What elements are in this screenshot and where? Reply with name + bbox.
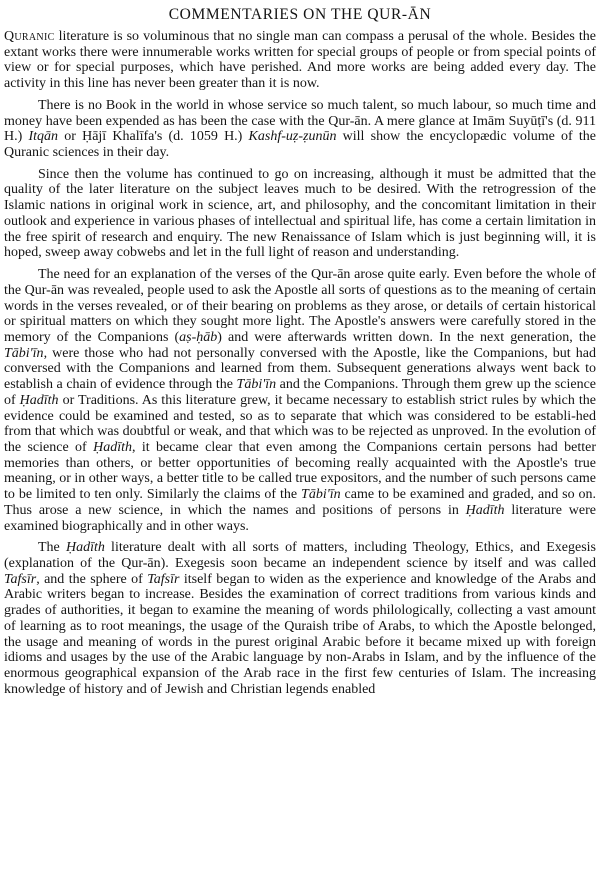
text-run: The — [38, 540, 66, 556]
italic-term: aṣ-ḥāb — [179, 329, 218, 345]
paragraph-1 — [4, 29, 596, 92]
italic-term: Tābi'īn — [236, 377, 277, 393]
text-run: literature is so voluminous that no single man can compass a perusal of the whole. Besides the extant works there were innumerable works written for special groups of people or from special points of view or for special purposes, which have perished. And more works are being added every day. The activity in this line has never been greater than it is now. — [4, 29, 596, 92]
paragraph-5 — [4, 540, 596, 697]
text-run: literature were examined biographically and in other ways. — [4, 502, 596, 534]
text-run: Since then the volume has continued to go on increasing, although it must be admitted that the quality of the later literature on the subject leaves much to be desired. With the retrogression of the Islamic nations in original work in science, art, and philosophy, and the concomitant limitation in their outlook and experience in various phases of intellectual and spiritual life, has come a certain limitation in the free spirit of research and enquiry. The new Renaissance of Islam which is just beginning will, it is hoped, sweep away cobwebs and let in the full light of reason and understanding. — [4, 166, 596, 261]
italic-term: Tafsīr — [4, 571, 37, 587]
text-run: The need for an explanation of the verses of the Qur-ān arose quite early. Even before the whole of the Qur-ān was revealed, people used to ask the Apostle all sorts of questions as to the meaning of certain words in the verses revealed, or of their bearing on problems as they arose, or details of certain historical or spiritual matters on which they sought more light. The Apostle's answers were carefully stored in the memory of the Companions ( — [4, 267, 596, 345]
paragraph-4 — [4, 267, 596, 534]
italic-term: Tābi'īn — [4, 345, 44, 361]
text-run: There is no Book in the world in whose service so much talent, so much labour, so much time and money have been expended as has been the case with the Qur-ān. A mere glance at Imām Suyūṭī's (d. 911 H.) — [4, 97, 596, 145]
text-run: or Ḥājī Khalīfa's (d. 1059 H.) — [58, 129, 249, 145]
page-title: COMMENTARIES ON THE QUR-ĀN — [168, 6, 432, 23]
italic-term: Tābi'īn — [301, 487, 341, 503]
body-text — [4, 29, 596, 697]
italic-term: Tafsīr — [147, 571, 180, 587]
italic-term: Itqān — [28, 129, 59, 145]
text-run: came to be examined and graded, and so on. Thus arose a new science, in which the names and positions of persons in — [4, 487, 597, 518]
text-run: or Traditions. As this literature grew, it became necessary to establish strict rules by which the evidence could be examined and tested, so as to separate that which was considered to be establi-hed from that which was doubtful or weak, and that which was to be rejected as unproved. In the evolution of the science of — [4, 392, 596, 455]
book-page — [4, 0, 596, 883]
text-run: , and the sphere of — [36, 571, 148, 587]
italic-term: Ḥadīth — [465, 502, 505, 518]
paragraph-3 — [4, 167, 596, 261]
italic-term: Kashf-uẓ-ẓunūn — [248, 129, 337, 145]
italic-term: Ḥadīth — [93, 439, 132, 455]
text-run: , it became clear that even among the Companions certain persons had better memories than others, or better opportunities of becoming really acquainted with the Apostle's true meaning, or in other ways, a better title to be called true expositors, and the number of such persons came to be limited to ten only. Similarly the claims of the — [4, 439, 596, 503]
text-run: and the Companions. Through them grew up the science of — [4, 377, 596, 408]
italic-term: Ḥadīth — [65, 540, 105, 556]
text-run: itself began to widen as the experience and knowledge of the Arabs and Arabic writers began to increase. Besides the examination of correct traditions from various kinds and grades of authorities, it began to examine the meaning of words philologically, collecting a vast amount of learning as to root meanings, the usage of the Quraish tribe of Arabs, to which the Apostle belonged, the usage and meaning of words in the purest original Arabic before it became mixed up with foreign idioms and usages by the use of the Arabic language by non-Arabs in Islam, and by the influence of the enormous geographical expansion of the Arab race in the first few centuries of Islam. The increasing knowledge of history and of Jewish and Christian legends enabled — [4, 571, 596, 697]
paragraph-2 — [4, 98, 596, 161]
italic-term: Ḥadīth — [19, 392, 59, 408]
text-run: literature dealt with all sorts of matters, including Theology, Ethics, and Exegesis (explanation of the Qur-ān). Exegesis soon became an independent science by itself and was called — [4, 540, 597, 571]
text-run: will show the encyclopædic volume of the Quranic sciences in their day. — [4, 129, 596, 161]
text-run: ) and were afterwards written down. In the next generation, the — [217, 329, 596, 345]
lead-word: Quranic — [4, 29, 55, 44]
text-run: , were those who had not personally conversed with the Apostle, like the Companions, but had conversed with the Companions and learned from them. Subsequent generations always went back to establish a chain of evidence through the — [4, 345, 596, 393]
